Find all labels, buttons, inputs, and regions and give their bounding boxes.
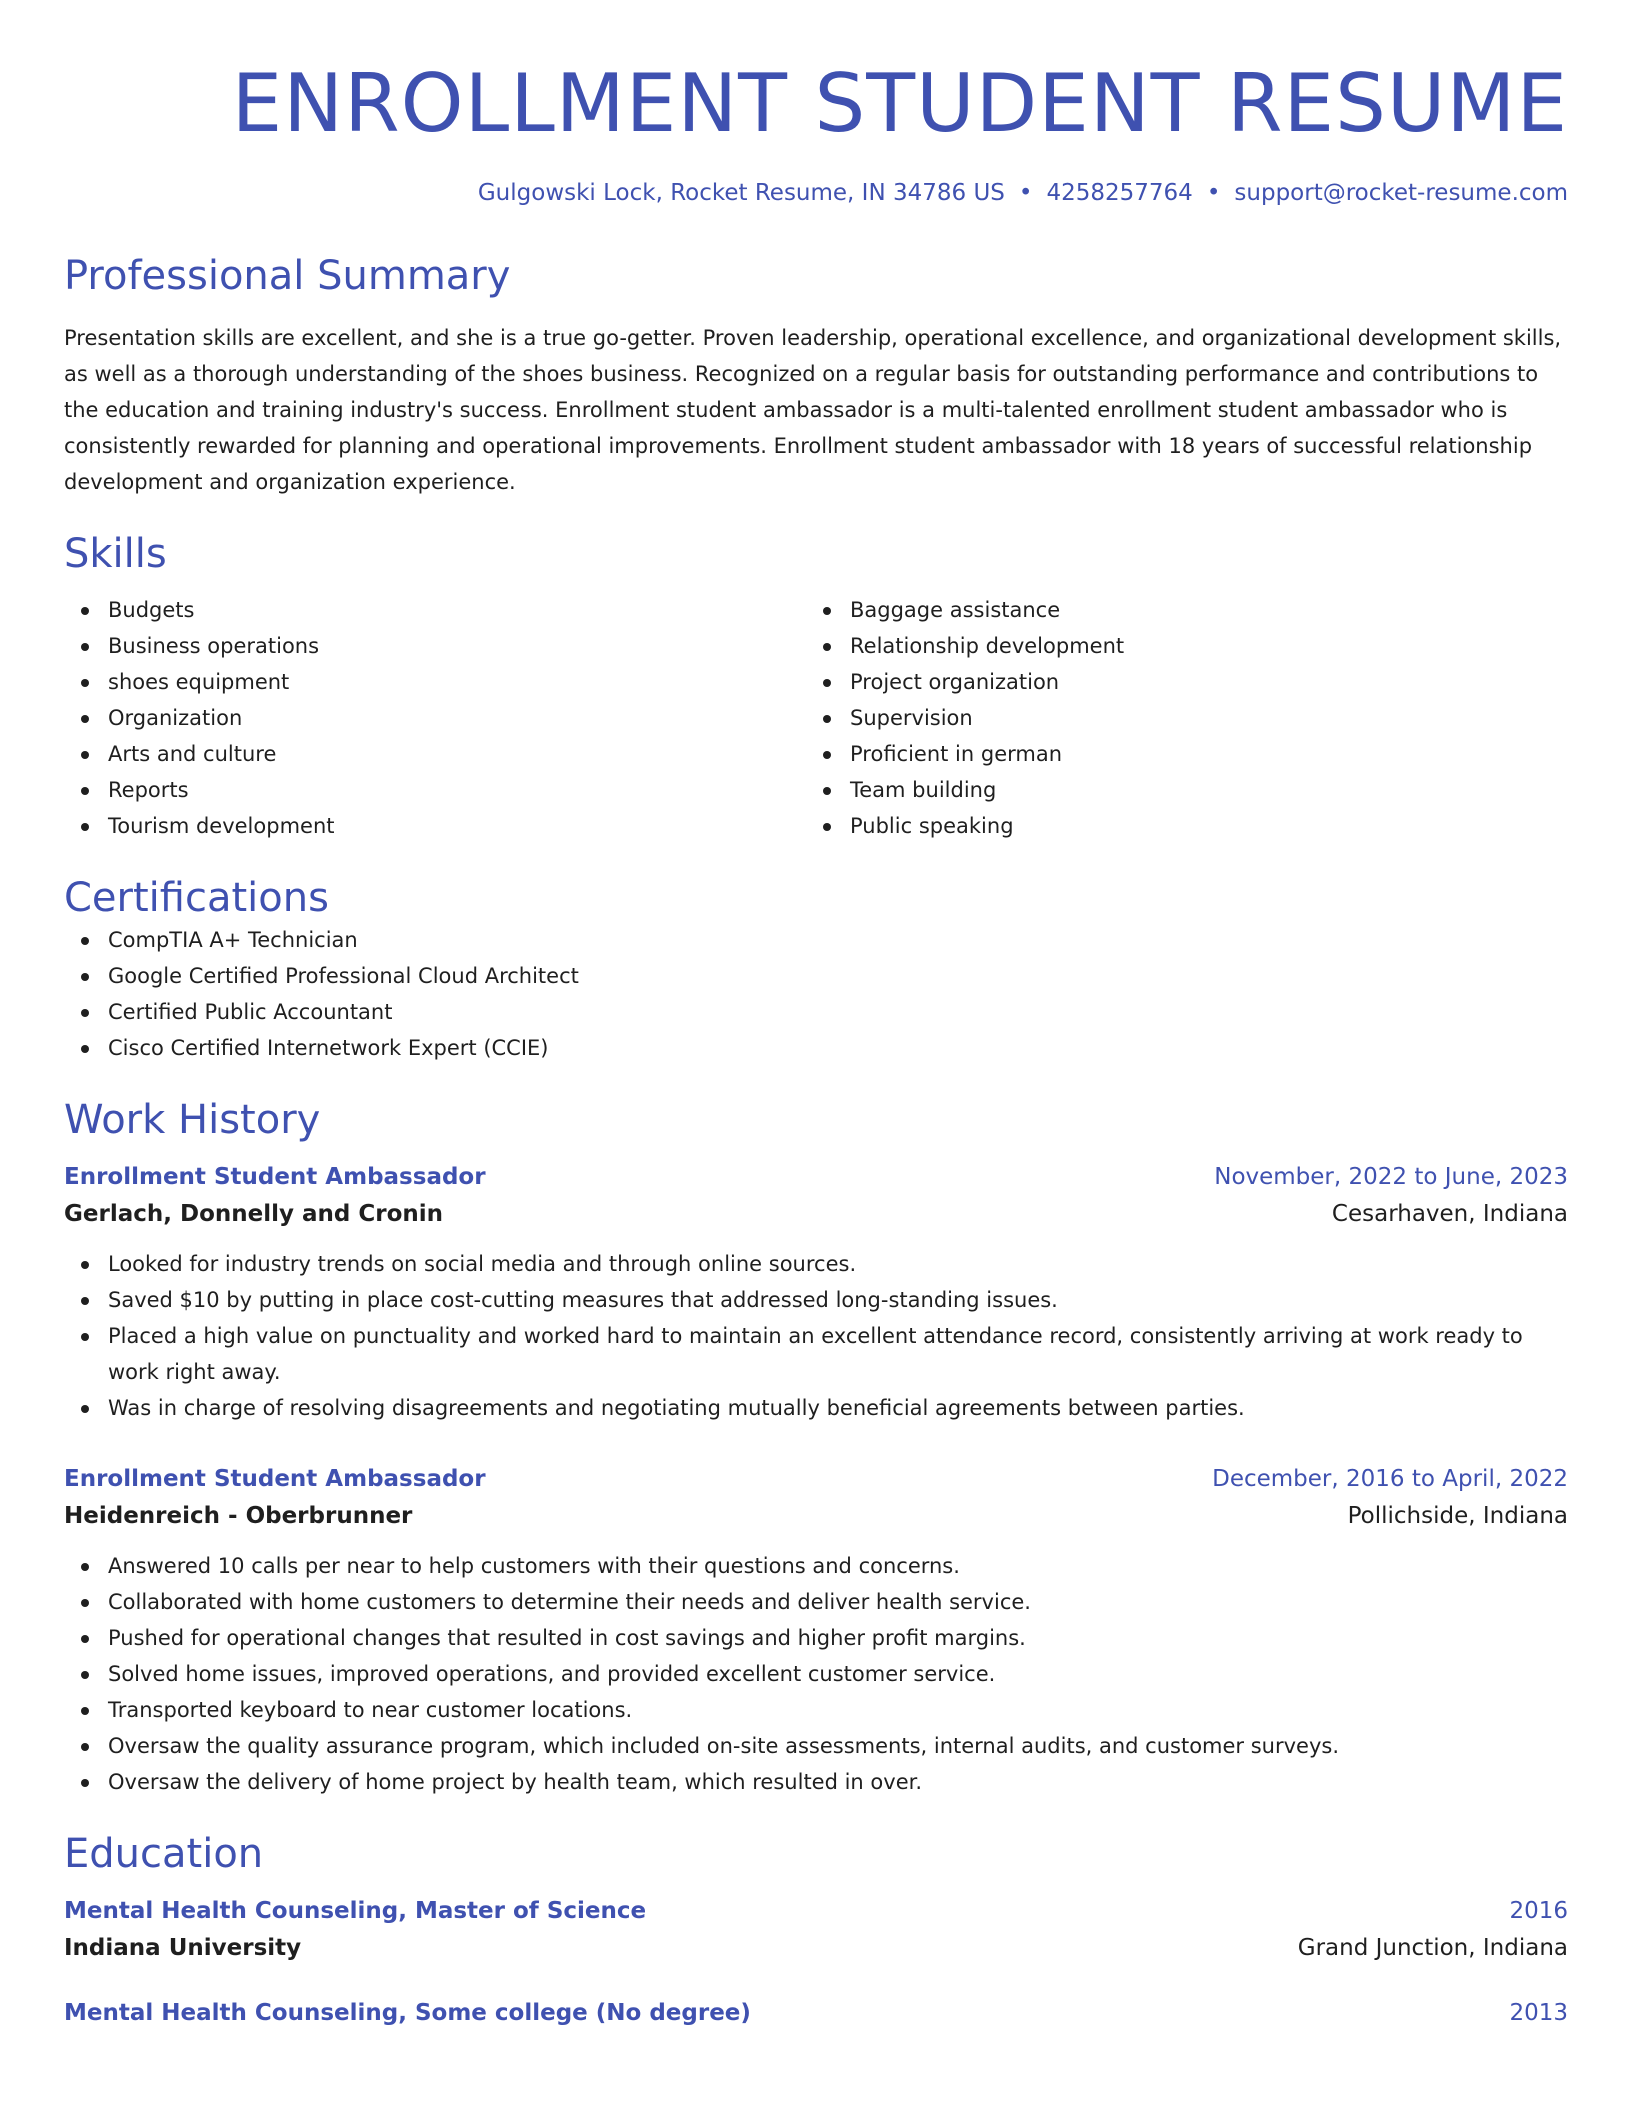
contact-address: Gulgowski Lock, Rocket Resume, IN 34786 US: [477, 180, 1005, 206]
contact-phone: 4258257764: [1046, 180, 1193, 206]
certification-item: CompTIA A+ Technician: [64, 922, 1568, 958]
degree-title: Mental Health Counseling, Some college (No degree): [64, 2000, 751, 2026]
job-title: Enrollment Student Ambassador: [64, 1164, 486, 1190]
skills-list-right: [806, 592, 1548, 844]
work-entry-subheader: [64, 1194, 1568, 1234]
skill-item: Tourism development: [64, 808, 806, 844]
job-bullet: Collaborated with home customers to determine their needs and deliver health service.: [64, 1584, 1568, 1620]
skill-item: Relationship development: [806, 628, 1548, 664]
job-bullet: Oversaw the delivery of home project by health team, which resulted in over.: [64, 1764, 1568, 1800]
job-bullet: Looked for industry trends on social media and through online sources.: [64, 1246, 1568, 1282]
skills-list-left: [64, 592, 806, 844]
skill-item: Budgets: [64, 592, 806, 628]
company-name: Gerlach, Donnelly and Cronin: [64, 1201, 444, 1227]
certifications-list: [64, 922, 1568, 1066]
certifications-heading: Certifications: [64, 875, 329, 921]
degree-title: Mental Health Counseling, Master of Science: [64, 1898, 647, 1924]
skill-item: Public speaking: [806, 808, 1548, 844]
job-bullet: Transported keyboard to near customer locations.: [64, 1692, 1568, 1728]
work-entry: [64, 1160, 1568, 1426]
job-bullet: Placed a high value on punctuality and worked hard to maintain an excellent attendance record, consistently arriving at work ready to work right away.: [64, 1318, 1568, 1390]
work-entry: [64, 1462, 1568, 1800]
work-entry-subheader: [64, 1496, 1568, 1536]
resume-title: ENROLLMENT STUDENT RESUME: [231, 57, 1568, 150]
education-entry-subheader: [64, 1928, 1568, 1968]
contact-separator: •: [1206, 180, 1221, 206]
resume-header: [64, 0, 1568, 208]
education-heading: Education: [64, 1831, 264, 1877]
skill-item: Team building: [806, 772, 1548, 808]
skill-item: Business operations: [64, 628, 806, 664]
job-bullets: [64, 1548, 1568, 1800]
summary-heading: Professional Summary: [64, 253, 511, 299]
skill-item: Arts and culture: [64, 736, 806, 772]
job-location: Pollichside, Indiana: [1347, 1503, 1568, 1529]
job-bullet: Pushed for operational changes that resulted in cost savings and higher profit margins.: [64, 1620, 1568, 1656]
job-dates: December, 2016 to April, 2022: [1212, 1466, 1568, 1492]
certification-item: Cisco Certified Internetwork Expert (CCIE): [64, 1030, 1568, 1066]
school-location: Grand Junction, Indiana: [1297, 1935, 1568, 1961]
skills-heading: Skills: [64, 531, 167, 577]
education-year: 2016: [1509, 1898, 1568, 1924]
education-entry-header: [64, 1894, 1568, 1928]
skill-item: Supervision: [806, 700, 1548, 736]
job-bullets: [64, 1246, 1568, 1426]
skill-item: Organization: [64, 700, 806, 736]
skills-grid: [64, 592, 1568, 844]
job-title: Enrollment Student Ambassador: [64, 1466, 486, 1492]
job-bullet: Was in charge of resolving disagreements and negotiating mutually beneficial agreements between parties.: [64, 1390, 1568, 1426]
work-entry-header: [64, 1160, 1568, 1194]
job-location: Cesarhaven, Indiana: [1331, 1201, 1568, 1227]
job-dates: November, 2022 to June, 2023: [1214, 1164, 1568, 1190]
contact-separator: •: [1018, 180, 1033, 206]
skills-column-right: [806, 592, 1548, 844]
job-bullet: Saved $10 by putting in place cost-cutting measures that addressed long-standing issues.: [64, 1282, 1568, 1318]
contact-email: support@rocket-resume.com: [1234, 180, 1568, 206]
education-entry: [64, 1894, 1568, 1968]
education-entry: [64, 1996, 1568, 2030]
job-bullet: Solved home issues, improved operations, and provided excellent customer service.: [64, 1656, 1568, 1692]
work-entry-header: [64, 1462, 1568, 1496]
company-name: Heidenreich - Oberbrunner: [64, 1503, 413, 1529]
skills-column-left: [64, 592, 806, 844]
skill-item: Project organization: [806, 664, 1548, 700]
contact-line: [64, 178, 1568, 208]
summary-text: Presentation skills are excellent, and she is a true go-getter. Proven leadership, operational excellence, and organizational development skills, as well as a thorough understanding of the shoes business. Recognized on a regular basis for outstanding performance and contributions to the education and training industry's success. Enrollment student ambassador is a multi-talented enrollment student ambassador who is consistently rewarded for planning and operational improvements. Enrollment student ambassador with 18 years of successful relationship development and organization experience.: [64, 326, 1562, 494]
work-history-heading: Work History: [64, 1097, 321, 1143]
skill-item: Reports: [64, 772, 806, 808]
certification-item: Google Certified Professional Cloud Architect: [64, 958, 1568, 994]
skill-item: Proficient in german: [806, 736, 1548, 772]
certification-item: Certified Public Accountant: [64, 994, 1568, 1030]
skill-item: Baggage assistance: [806, 592, 1548, 628]
job-bullet: Oversaw the quality assurance program, which included on-site assessments, internal audits, and customer surveys.: [64, 1728, 1568, 1764]
skill-item: shoes equipment: [64, 664, 806, 700]
education-year: 2013: [1509, 2000, 1568, 2026]
school-name: Indiana University: [64, 1935, 302, 1961]
job-bullet: Answered 10 calls per near to help customers with their questions and concerns.: [64, 1548, 1568, 1584]
education-entry-header: [64, 1996, 1568, 2030]
